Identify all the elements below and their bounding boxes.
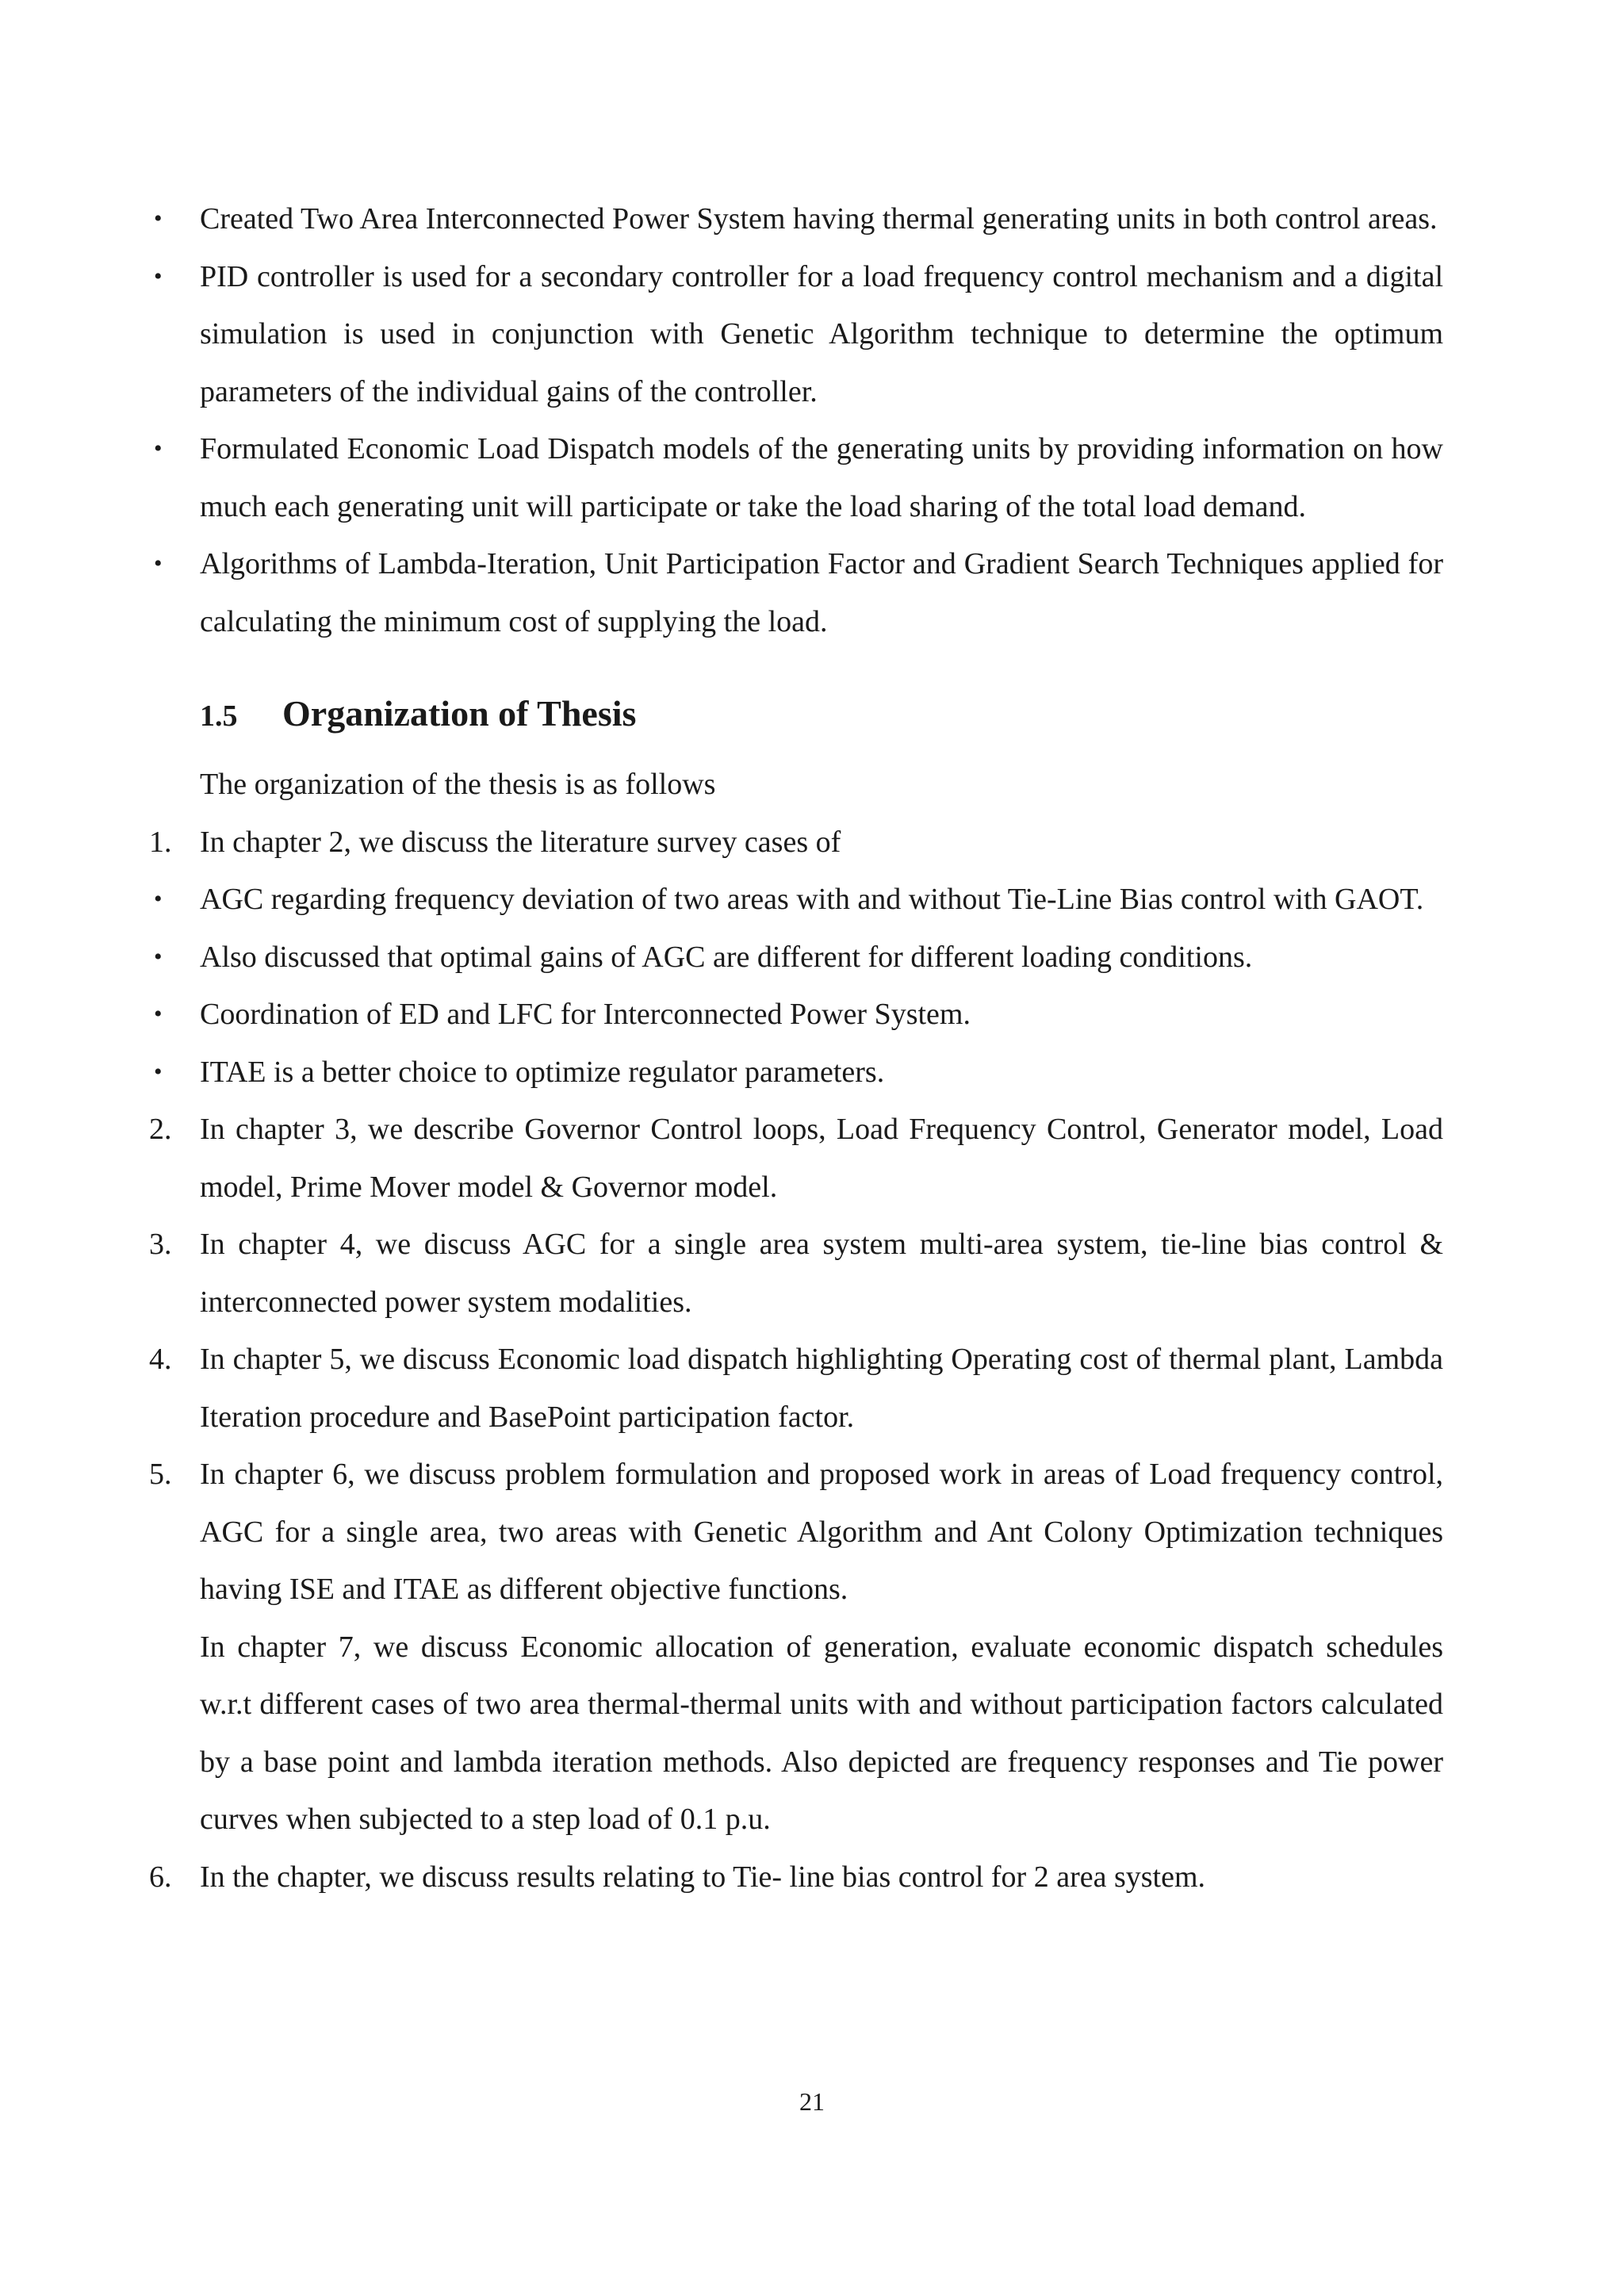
list-item [149, 986, 1443, 1044]
bullet-text: AGC regarding frequency deviation of two areas with and without Tie-Line Bias control with GAOT. [200, 883, 1424, 916]
item-number: 6. [149, 1860, 172, 1894]
item-number: 1. [149, 825, 172, 859]
bullet-text: Created Two Area Interconnected Power System having thermal generating units in both control areas. [200, 202, 1438, 236]
bullet-text: Algorithms of Lambda-Iteration, Unit Participation Factor and Gradient Search Techniques applied for calculating the minimum cost of supplying the load. [200, 547, 1443, 638]
list-item [149, 190, 1443, 248]
bullet-text: Also discussed that optimal gains of AGC are different for different loading conditions. [200, 940, 1253, 974]
item-number: 4. [149, 1343, 172, 1376]
bullet-icon: • [154, 550, 163, 577]
section-number: 1.5 [200, 699, 238, 733]
page-number: 21 [799, 2087, 825, 2116]
bullet-icon: • [154, 435, 163, 462]
list-item [149, 1044, 1443, 1102]
list-item [149, 871, 1443, 929]
numbered-item [149, 1216, 1443, 1331]
bullet-icon: • [154, 1001, 163, 1027]
bullet-text: Coordination of ED and LFC for Interconnected Power System. [200, 998, 971, 1031]
bullet-text: Formulated Economic Load Dispatch models of the generating units by providing information on how much each generating unit will participate or take the load sharing of the total load demand. [200, 432, 1443, 523]
item-text: In chapter 5, we discuss Economic load dispatch highlighting Operating cost of thermal plant, Lambda Iteration procedure and BasePoint participation factor. [200, 1343, 1443, 1434]
item-text: In chapter 6, we discuss problem formulation and proposed work in areas of Load frequency control, AGC for a single area, two areas with Genetic Algorithm and Ant Colony Optimization techniques having ISE and ITAE as different objective functions. [200, 1458, 1443, 1606]
item-number: 2. [149, 1113, 172, 1146]
numbered-item [149, 1849, 1443, 1906]
list-item [149, 420, 1443, 535]
list-item [149, 535, 1443, 650]
bullet-icon: • [154, 886, 163, 912]
item-text: In chapter 4, we discuss AGC for a single area system multi-area system, tie-line bias control & interconnected power system modalities. [200, 1228, 1443, 1319]
section-intro: The organization of the thesis is as follows [200, 768, 716, 801]
bullet-icon: • [154, 205, 163, 232]
bullet-icon: • [154, 943, 163, 970]
item-number: 5. [149, 1458, 172, 1491]
item-number: 3. [149, 1228, 172, 1261]
list-item [149, 248, 1443, 421]
bullet-icon: • [154, 262, 163, 289]
page-content [149, 190, 1443, 1906]
list-item [149, 929, 1443, 987]
section-heading [149, 684, 1443, 753]
bullet-text: ITAE is a better choice to optimize regulator parameters. [200, 1055, 885, 1089]
bullet-text: PID controller is used for a secondary controller for a load frequency control mechanism and a digital simulation is used in conjunction with Genetic Algorithm technique to determine the optimum parameters of the individual gains of the controller. [200, 259, 1443, 408]
numbered-item [149, 814, 1443, 872]
numbered-item [149, 1331, 1443, 1446]
section-title: Organization of Thesis [282, 693, 637, 734]
chapter7-paragraph: In chapter 7, we discuss Economic allocation of generation, evaluate economic dispatch schedules w.r.t different cases of two area thermal-thermal units with and without participation factors calculated by a base point and lambda iteration methods. Also depicted are frequency responses and Tie power curves when subjected to a step load of 0.1 p.u. [200, 1630, 1443, 1836]
item-text: In the chapter, we discuss results relating to Tie- line bias control for 2 area system. [200, 1860, 1206, 1894]
bullet-icon: • [154, 1058, 163, 1085]
numbered-item [149, 1101, 1443, 1216]
numbered-item [149, 1446, 1443, 1619]
item-text: In chapter 3, we describe Governor Control loops, Load Frequency Control, Generator model, Load model, Prime Mover model & Governor model. [200, 1113, 1443, 1204]
item-text: In chapter 2, we discuss the literature survey cases of [200, 825, 841, 859]
